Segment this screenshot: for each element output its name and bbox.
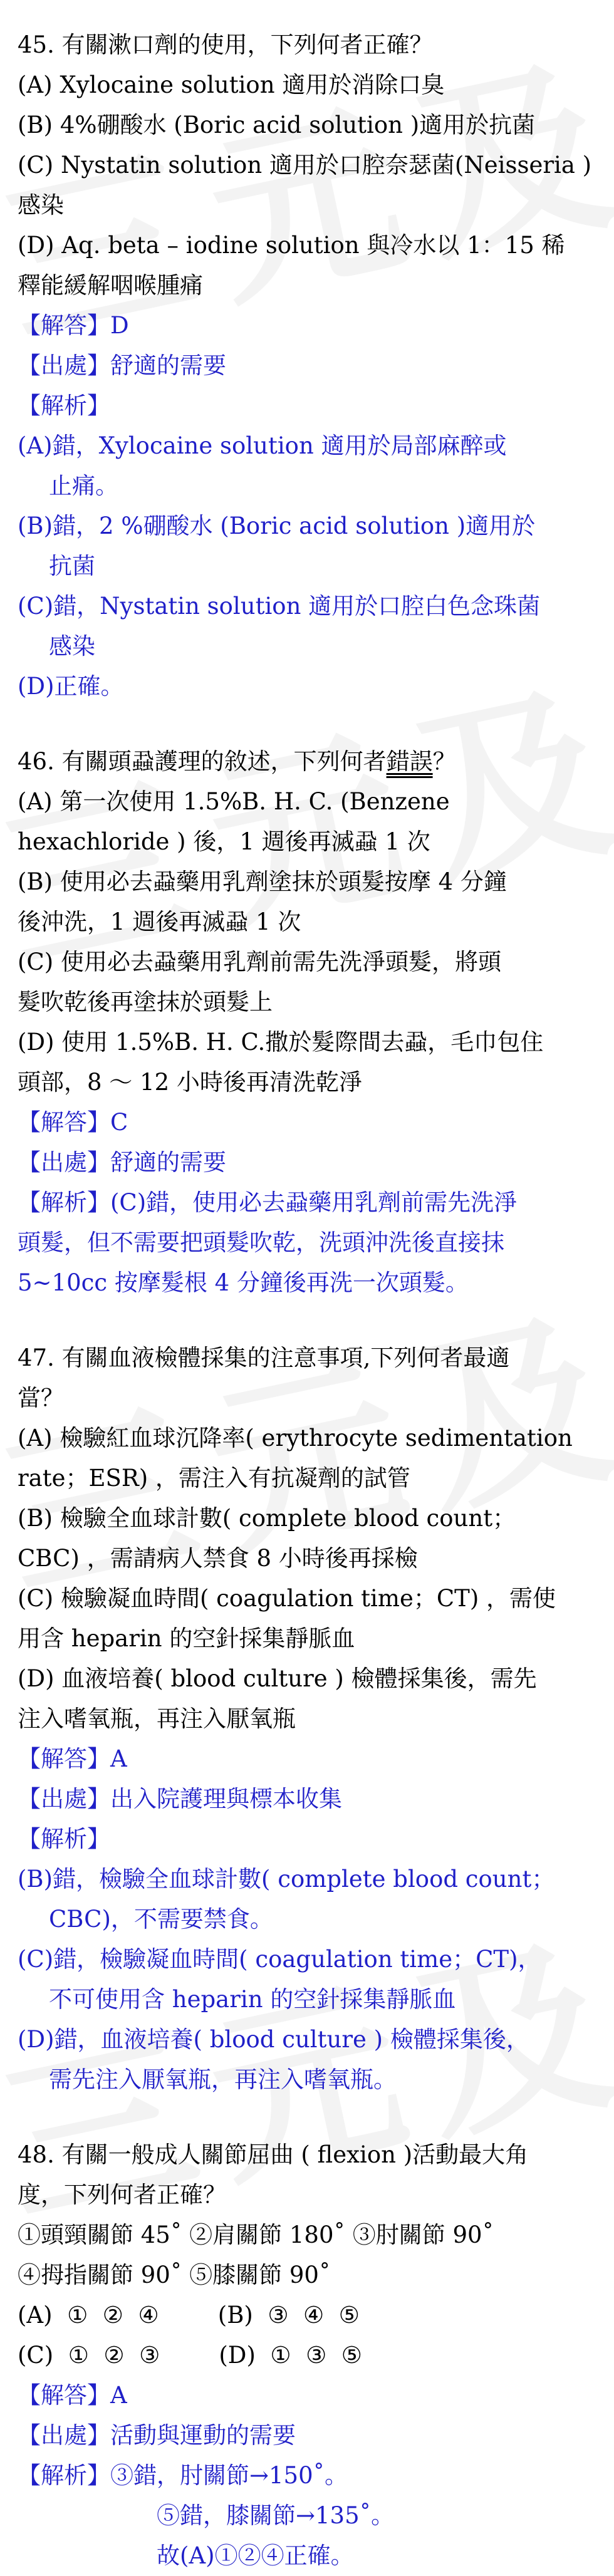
question-46 [18, 742, 600, 1303]
option-c: (C) 檢驗凝血時間( coagulation time；CT) ，需使 [18, 1585, 556, 1612]
option-d: (D) 血液培養( blood culture ) 檢體採集後，需先 [18, 1665, 537, 1692]
analysis-line: 【解析】(C)錯，使用必去蝨藥用乳劑前需先洗淨 [18, 1189, 518, 1216]
question-47 [18, 1338, 600, 2100]
exam-page [18, 25, 600, 2576]
option-c-continued: 感染 [18, 192, 64, 219]
option-b: (B) 使用必去蝨藥用乳劑塗抹於頭髮按摩 4 分鐘 [18, 868, 507, 895]
options-row: (A) ① ② ④ (B) ③ ④ ⑤ [18, 2302, 360, 2329]
option-b-continued: 後沖洗，1 週後再滅蝨 1 次 [18, 908, 301, 935]
answer: 【解答】C [18, 1109, 128, 1136]
option-a-continued: rate；ESR) ，需注入有抗凝劑的試管 [18, 1465, 410, 1492]
analysis-line: 故(A)①②④正確。 [157, 2542, 354, 2569]
option-a: (A) 第一次使用 1.5%B. H. C. (Benzene [18, 788, 450, 815]
question-stem: 48. 有關一般成人關節屈曲 ( flexion )活動最大角 [18, 2141, 529, 2168]
analysis-line: CBC)，不需要禁食。 [49, 1906, 273, 1933]
source: 【出處】舒適的需要 [18, 1149, 226, 1176]
option-c: (C) 使用必去蝨藥用乳劑前需先洗淨頭髮，將頭 [18, 948, 501, 975]
option-d: (D) 使用 1.5%B. H. C.撒於髮際間去蝨，毛巾包住 [18, 1029, 544, 1056]
option-c-continued: 用含 heparin 的空針採集靜脈血 [18, 1625, 355, 1652]
analysis-line: 止痛。 [49, 472, 118, 499]
source: 【出處】出入院護理與標本收集 [18, 1785, 342, 1812]
analysis-line: 5~10cc 按摩髮根 4 分鐘後再洗一次頭髮。 [18, 1269, 469, 1296]
analysis-line: (C)錯，Nystatin solution 適用於口腔白色念珠菌 [18, 593, 541, 620]
spacer [18, 707, 600, 742]
option-d-continued: 釋能緩解咽喉腫痛 [18, 272, 203, 299]
option-b-continued: CBC) ，需請病人禁食 8 小時後再採檢 [18, 1545, 418, 1572]
option-a: (A) 檢驗紅血球沉降率( erythrocyte sedimentation [18, 1425, 573, 1452]
option-c: (C) Nystatin solution 適用於口腔奈瑟菌(Neisseria ) [18, 152, 592, 179]
analysis-line: (D)正確。 [18, 673, 124, 700]
stem-end: ？ [432, 748, 456, 775]
analysis-line: 需先注入厭氧瓶，再注入嗜氧瓶。 [49, 2066, 397, 2093]
analysis-line: 抗菌 [49, 553, 95, 579]
analysis-line: 頭髮，但不需要把頭髮吹乾，洗頭沖洗後直接抹 [18, 1229, 504, 1256]
item-list: ①頭頸關節 45˚ ②肩關節 180˚ ③肘關節 90˚ [18, 2221, 494, 2248]
analysis-line: 感染 [49, 633, 95, 660]
question-45 [18, 25, 600, 707]
analysis-line: (D)錯，血液培養( blood culture ) 檢體採集後， [18, 2026, 529, 2053]
source: 【出處】活動與運動的需要 [18, 2422, 296, 2449]
question-stem: 45. 有關漱口劑的使用，下列何者正確？ [18, 31, 433, 58]
analysis-line: (B)錯，檢驗全血球計數( complete blood count； [18, 1866, 555, 1893]
analysis-line: ⑤錯，膝關節→135˚。 [157, 2502, 395, 2529]
spacer [18, 1303, 600, 1338]
option-b: (B) 4%硼酸水 (Boric acid solution )適用於抗菌 [18, 112, 536, 138]
analysis-heading: 【解析】 [18, 392, 110, 419]
analysis-heading: 【解析】 [18, 1826, 110, 1852]
analysis-line: (C)錯，檢驗凝血時間( coagulation time；CT)， [18, 1946, 541, 1973]
item-list: ④拇指關節 90˚ ⑤膝關節 90˚ [18, 2262, 331, 2288]
option-c-continued: 髮吹乾後再塗抹於頭髮上 [18, 989, 273, 1015]
spacer [18, 2100, 600, 2135]
option-d: (D) Aq. beta – iodine solution 與冷水以 1：15 稀 [18, 232, 565, 259]
question-stem [18, 742, 600, 782]
question-stem: 47. 有關血液檢體採集的注意事項,下列何者最適 [18, 1344, 510, 1371]
question-48 [18, 2135, 600, 2576]
analysis-line: (B)錯，2 %硼酸水 (Boric acid solution )適用於 [18, 512, 536, 539]
answer: 【解答】A [18, 2382, 127, 2409]
option-d-continued: 頭部，8 ～ 12 小時後再清洗乾淨 [18, 1069, 362, 1096]
option-a-continued: hexachloride ) 後，1 週後再滅蝨 1 次 [18, 828, 430, 855]
question-stem-continued: 度，下列何者正確？ [18, 2181, 226, 2208]
option-a: (A) Xylocaine solution 適用於消除口臭 [18, 71, 445, 98]
analysis-line: 【解析】③錯，肘關節→150˚。 [18, 2462, 348, 2489]
answer: 【解答】A [18, 1745, 127, 1772]
analysis-line: (A)錯，Xylocaine solution 適用於局部麻醉或 [18, 432, 507, 459]
stem-emphasis: 錯誤 [386, 748, 433, 775]
answer: 【解答】D [18, 312, 129, 339]
source: 【出處】舒適的需要 [18, 352, 226, 379]
stem-text: 46. 有關頭蝨護理的敘述，下列何者 [18, 748, 387, 775]
option-d-continued: 注入嗜氧瓶，再注入厭氧瓶 [18, 1705, 296, 1732]
analysis-line: 不可使用含 heparin 的空針採集靜脈血 [49, 1986, 456, 2013]
options-row: (C) ① ② ③ (D) ① ③ ⑤ [18, 2342, 362, 2369]
question-stem-continued: 當？ [18, 1384, 64, 1411]
option-b: (B) 檢驗全血球計數( complete blood count； [18, 1505, 516, 1532]
